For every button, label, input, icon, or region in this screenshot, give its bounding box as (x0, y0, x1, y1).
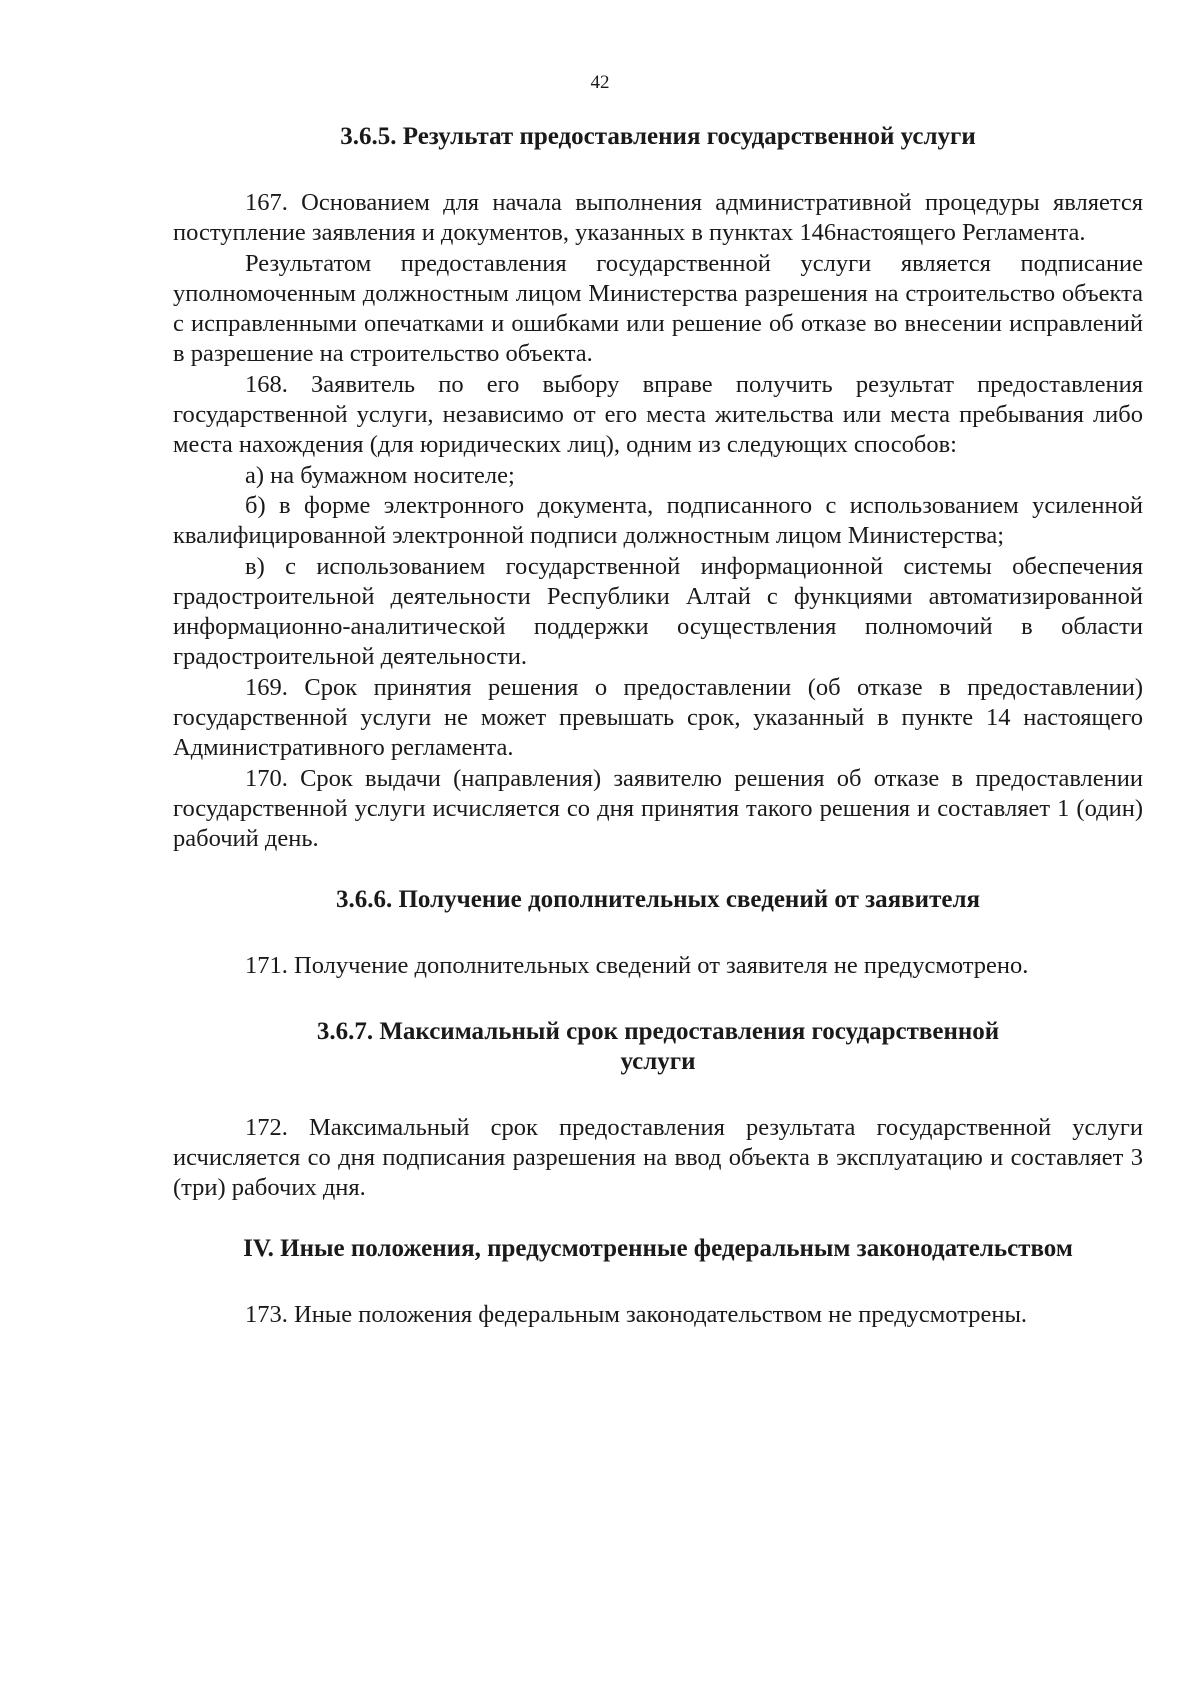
page-number: 42 (590, 72, 610, 93)
paragraph-171: 171. Получение дополнительных сведений от заявителя не предусмотрено. (245, 951, 1029, 979)
paragraph-result: Результатом предоставления государственной услуги является подписание уполномоченным должностным лицом Министерства разрешения на строительство объекта с исправленными опечатками и ошибками или решение об отказе во внесении исправлений в разрешение на строительство объекта. (173, 249, 1143, 368)
list-item-b: б) в форме электронного документа, подписанного с использованием усиленной квалифицированной электронной подписи должностным лицом Министерства; (173, 491, 1143, 550)
list-item-v: в) с использованием государственной информационной системы обеспечения градостроительной деятельности Республики Алтай с функциями автоматизированной информационно-аналитической поддержки осуществления полномочий в области градостроительной деятельности. (173, 552, 1143, 671)
section-heading-iv: IV. Иные положения, предусмотренные федеральным законодательством (243, 1234, 1073, 1262)
section-heading-3-6-6: 3.6.6. Получение дополнительных сведений от заявителя (335, 885, 981, 913)
document-page (173, 0, 1143, 1330)
section-heading-3-6-5: 3.6.5. Результат предоставления государственной услуги (340, 123, 976, 150)
paragraph-172: 172. Максимальный срок предоставления результата государственной услуги исчисляется со дня подписания разрешения на ввод объекта в эксплуатацию и составляет 3 (три) рабочих дня. (173, 1113, 1143, 1202)
paragraph-170: 170. Срок выдачи (направления) заявителю решения об отказе в предоставлении государственной услуги исчисляется со дня принятия такого решения и составляет 1 (один) рабочий день. (173, 764, 1143, 853)
paragraph-167: 167. Основанием для начала выполнения административной процедуры является поступление заявления и документов, указанных в пунктах 146настоящего Регламента. (173, 189, 1143, 247)
paragraph-168: 168. Заявитель по его выбору вправе получить результат предоставления государственной услуги, независимо от его места жительства или места пребывания либо места нахождения (для юридических лиц), одним из следующих способов: (173, 370, 1143, 459)
paragraph-173: 173. Иные положения федеральным законодательством не предусмотрены. (245, 1300, 1028, 1328)
paragraph-169: 169. Срок принятия решения о предоставлении (об отказе в предоставлении) государственной услуги не может превышать срок, указанный в пункте 14 настоящего Административного регламента. (173, 673, 1143, 762)
section-heading-3-6-7-line2: услуги (620, 1047, 696, 1075)
section-heading-3-6-7-line1: 3.6.7. Максимальный срок предоставления государственной (316, 1017, 1000, 1045)
list-item-a: а) на бумажном носителе; (245, 461, 515, 489)
section-heading-3-6-7 (173, 1017, 1143, 1077)
